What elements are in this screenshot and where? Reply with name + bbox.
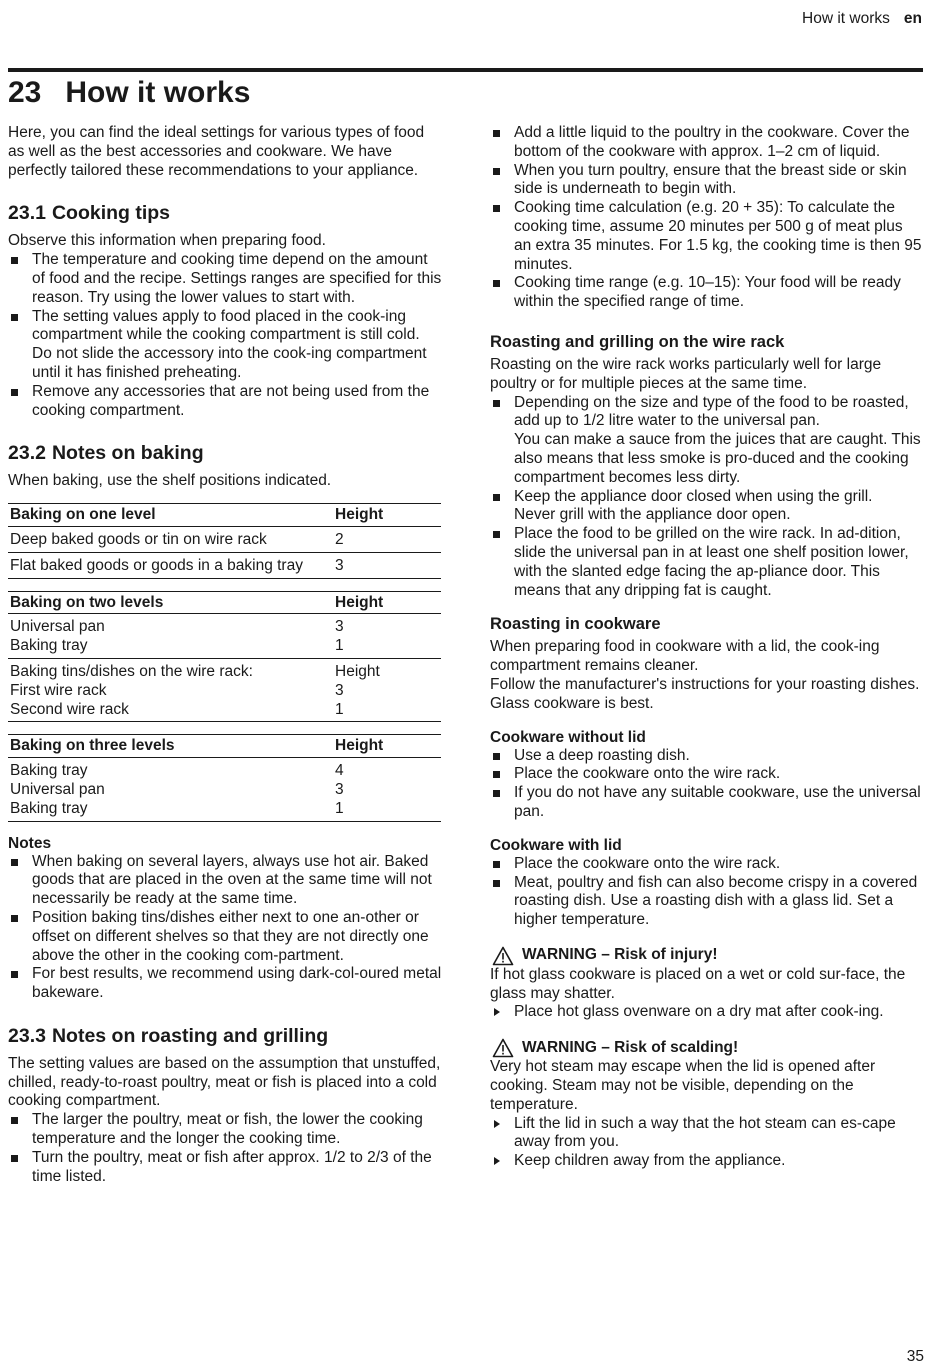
header-cell: Height	[335, 506, 384, 524]
baking-table	[8, 503, 441, 821]
table-row	[8, 553, 441, 579]
list-item: The temperature and cooking time depend on the amount of food and the recipe. Settings ranges are specified for this reason. Try using the lower values to start with.	[8, 251, 442, 307]
list-item: Place the cookware onto the wire rack.	[490, 855, 924, 874]
with-lid-list	[490, 855, 924, 930]
cookware-heading: Roasting in cookware	[490, 615, 661, 634]
table-cell	[335, 663, 441, 719]
warning-title-text: WARNING – Risk of scalding!	[522, 1038, 739, 1056]
table-cell	[10, 618, 335, 656]
notes-list	[8, 853, 442, 1003]
section-title: Notes on roasting and grilling	[51, 1024, 329, 1047]
header-rule	[8, 68, 923, 72]
cookware-lead-2: Follow the manufacturer's instructions for your roasting dishes. Glass cookware is best.	[490, 675, 920, 712]
section-number: 23.1	[8, 202, 46, 225]
notes-heading: Notes	[8, 834, 52, 852]
header-cell: Baking on one level	[10, 506, 156, 524]
cell-line: Baking tray	[10, 799, 88, 817]
section-title: Notes on baking	[51, 442, 204, 465]
cell-line: Baking tray	[10, 637, 88, 655]
warning-text: Very hot steam may escape when the lid is opened after cooking. Steam may not be visible, depending on the temperature.	[490, 1058, 876, 1113]
step-item: Keep children away from the appliance.	[490, 1152, 924, 1171]
warning-triangle-icon	[492, 1038, 514, 1058]
cell-line: 1	[335, 799, 344, 817]
cell-line: 3	[335, 681, 344, 699]
list-item: Use a deep roasting dish.	[490, 747, 924, 766]
table-header	[8, 591, 441, 615]
list-item: When baking on several layers, always use hot air. Baked goods that are placed in the oven at the same time will not necessarily be ready at the same time.	[8, 853, 442, 909]
list-item: Place the cookware onto the wire rack.	[490, 765, 924, 784]
table-cell: 2	[335, 530, 344, 548]
header-cell: Baking on two levels	[10, 593, 164, 611]
table-cell	[10, 762, 335, 818]
cell-line: Height	[335, 662, 380, 680]
cooking-tips-heading	[8, 202, 442, 224]
cell-line: Baking tins/dishes on the wire rack:	[10, 662, 253, 680]
list-item: Cooking time range (e.g. 10–15): Your food will be ready within the specified range of time.	[490, 274, 924, 312]
left-column	[8, 124, 442, 1186]
header-section: How it works	[802, 10, 890, 27]
table-row	[8, 659, 441, 722]
item-extra: Never grill with the appliance door open.	[514, 506, 791, 524]
list-item: Remove any accessories that are not being used from the cooking compartment.	[8, 383, 442, 421]
cell-line: 1	[335, 637, 344, 655]
running-header	[802, 10, 922, 29]
list-item: Cooking time calculation (e.g. 20 + 35): To calculate the cooking time, assume 20 minutes per 500 g of meat plus an extra 35 minutes. For 1.5 kg, the cooking time is then 95 minutes.	[490, 199, 924, 274]
without-lid-list	[490, 747, 924, 822]
wire-rack-lead: Roasting on the wire rack works particularly well for large poultry or for multiple pieces at the same time.	[490, 355, 882, 392]
table-gap	[8, 722, 441, 734]
step-item: Place hot glass ovenware on a dry mat after cook-ing.	[490, 1003, 924, 1022]
warning-steps	[490, 1003, 924, 1022]
baking-heading	[8, 442, 442, 464]
cell-line: Universal pan	[10, 618, 105, 636]
with-lid-heading: Cookware with lid	[490, 836, 622, 854]
list-item: If you do not have any suitable cookware, use the universal pan.	[490, 784, 924, 822]
table-cell: Flat baked goods or goods in a baking tray	[10, 556, 303, 574]
roasting-list-left	[8, 1111, 442, 1186]
chapter-number: 23	[8, 76, 42, 109]
section-title: Cooking tips	[51, 202, 171, 225]
cell-line: 1	[335, 700, 344, 718]
warning-triangle-icon	[492, 946, 514, 966]
roasting-heading	[8, 1025, 442, 1047]
section-number: 23.2	[8, 442, 46, 465]
item-text: Keep the appliance door closed when using the grill.	[514, 487, 873, 505]
table-cell	[335, 618, 441, 656]
header-language: en	[903, 10, 922, 27]
page-number: 35	[906, 1348, 924, 1365]
table-cell: Deep baked goods or tin on wire rack	[10, 530, 267, 548]
roasting-list-right	[490, 124, 924, 312]
section-number: 23.3	[8, 1024, 46, 1047]
intro-text: Here, you can find the ideal settings for various types of food as well as the best accessories and cookware. We have perfectly tailored these recommendations to your appliance.	[8, 124, 425, 179]
wire-rack-list	[490, 394, 924, 601]
list-item: Add a little liquid to the poultry in the cookware. Cover the bottom of the cookware with approx. 1–2 cm of liquid.	[490, 124, 924, 162]
list-item: Position baking tins/dishes either next to one an-other or offset on different shelves so that they are not directly one above the other in the cooking com-partment.	[8, 909, 442, 965]
cooking-tips-lead: Observe this information when preparing food.	[8, 232, 326, 250]
cooking-tips-list	[8, 251, 442, 420]
table-header	[8, 503, 441, 527]
cell-line: Baking tray	[10, 762, 88, 780]
warning-title	[490, 1038, 924, 1058]
list-item	[490, 525, 924, 600]
warning-steps	[490, 1115, 924, 1171]
item-text: Depending on the size and type of the food to be roasted, add up to 1/2 litre water to the universal pan.	[514, 393, 909, 430]
list-item	[490, 488, 924, 526]
cookware-lead-1: When preparing food in cookware with a lid, the cook-ing compartment remains cleaner.	[490, 638, 880, 675]
list-item	[490, 394, 924, 488]
warning-title-text: WARNING – Risk of injury!	[522, 946, 718, 964]
table-cell	[10, 663, 335, 719]
without-lid-heading: Cookware without lid	[490, 728, 646, 746]
item-extra: You can make a sauce from the juices that are caught. This also means that less smoke is pro-duced and the cooking compartment becomes less dirty.	[514, 431, 921, 486]
chapter-title: How it works	[65, 76, 251, 109]
list-item: The larger the poultry, meat or fish, the lower the cooking temperature and the longer the cooking time.	[8, 1111, 442, 1149]
list-item: For best results, we recommend using dark-col-oured metal bakeware.	[8, 965, 442, 1003]
table-row	[8, 758, 441, 821]
cell-line: 3	[335, 780, 344, 798]
baking-lead: When baking, use the shelf positions indicated.	[8, 472, 332, 490]
list-item: Meat, poultry and fish can also become crispy in a covered roasting dish. Use a roasting dish with a glass lid. Set a higher temperature.	[490, 874, 924, 930]
cell-line: 3	[335, 618, 344, 636]
cell-line: First wire rack	[10, 681, 107, 699]
list-item: The setting values apply to food placed in the cook-ing compartment while the cooking compartment is still cold. Do not slide the accessory into the cook-ing compartment until it has finished preheating.	[8, 308, 442, 383]
table-row	[8, 527, 441, 553]
table-header	[8, 734, 441, 758]
table-gap	[8, 579, 441, 591]
warning-injury	[490, 946, 924, 1022]
header-cell: Height	[335, 593, 384, 611]
step-item: Lift the lid in such a way that the hot steam can es-cape away from you.	[490, 1115, 924, 1153]
cell-line: Universal pan	[10, 780, 105, 798]
table-row	[8, 614, 441, 659]
header-cell: Baking on three levels	[10, 737, 175, 755]
page-title	[8, 76, 250, 110]
roasting-lead: The setting values are based on the assumption that unstuffed, chilled, ready-to-roast poultry, meat or fish is placed into a cold cooking compartment.	[8, 1054, 441, 1110]
list-item: Turn the poultry, meat or fish after approx. 1/2 to 2/3 of the time listed.	[8, 1149, 442, 1187]
warning-text: If hot glass cookware is placed on a wet or cold sur-face, the glass may shatter.	[490, 965, 906, 1002]
right-column	[490, 124, 924, 1171]
wire-rack-heading: Roasting and grilling on the wire rack	[490, 332, 785, 351]
list-item: When you turn poultry, ensure that the breast side or skin side is underneath to begin with.	[490, 162, 924, 200]
warning-scalding	[490, 1038, 924, 1171]
warning-title	[490, 946, 924, 966]
table-cell: 3	[335, 556, 344, 574]
table-cell	[335, 762, 441, 818]
cell-line: 4	[335, 762, 344, 780]
item-text: Place the food to be grilled on the wire rack. In ad-dition, slide the universal pan in at least one shelf position lower, with the slanted edge facing the ap-pliance door. This means that any dripping fat is caught.	[514, 525, 909, 599]
cell-line: Second wire rack	[10, 700, 129, 718]
header-cell: Height	[335, 737, 384, 755]
